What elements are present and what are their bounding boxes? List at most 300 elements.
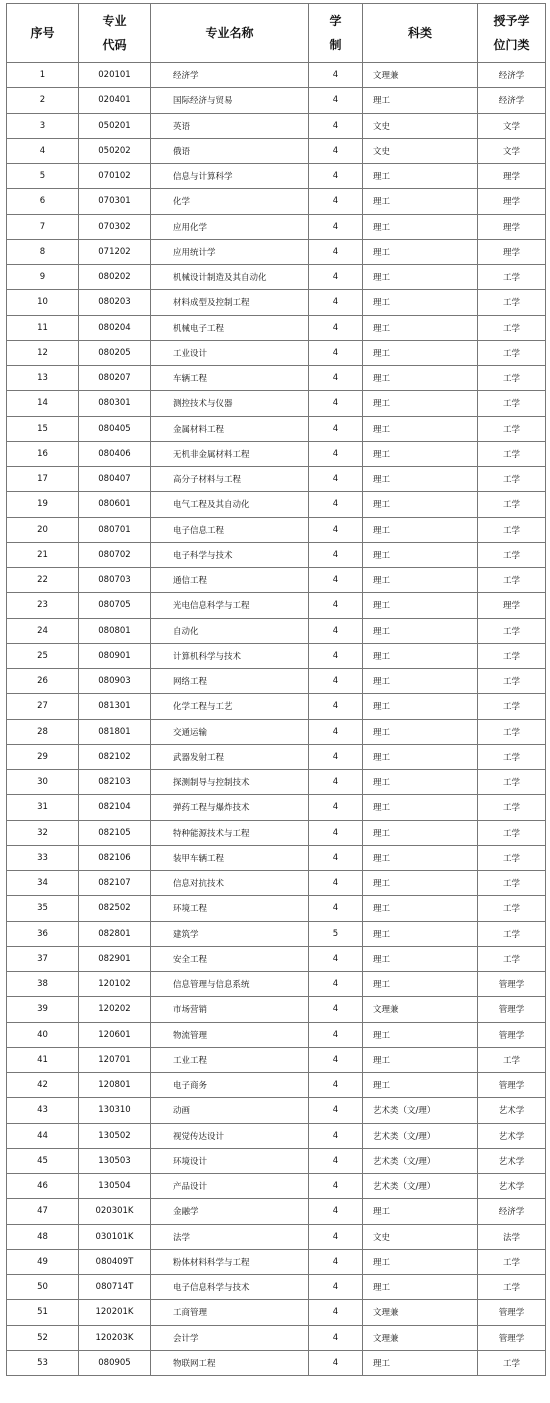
subject-category: 文理兼 <box>363 1325 478 1350</box>
table-row <box>7 845 546 870</box>
study-years: 4 <box>309 1073 363 1098</box>
major-code: 120202 <box>79 997 151 1022</box>
subject-category: 理工 <box>363 593 478 618</box>
table-row <box>7 1249 546 1274</box>
major-code: 080901 <box>79 643 151 668</box>
major-code: 080801 <box>79 618 151 643</box>
subject-category: 理工 <box>363 568 478 593</box>
major-code: 130310 <box>79 1098 151 1123</box>
study-years: 4 <box>309 568 363 593</box>
degree-category: 文学 <box>478 113 546 138</box>
table-row <box>7 1098 546 1123</box>
degree-category: 工学 <box>478 669 546 694</box>
major-name: 探测制导与控制技术 <box>151 770 309 795</box>
major-name: 武器发射工程 <box>151 744 309 769</box>
subject-category: 文史 <box>363 113 478 138</box>
major-code: 080903 <box>79 669 151 694</box>
row-number: 33 <box>7 845 79 870</box>
major-name: 机械电子工程 <box>151 315 309 340</box>
subject-category: 理工 <box>363 871 478 896</box>
study-years: 4 <box>309 744 363 769</box>
major-name: 光电信息科学与工程 <box>151 593 309 618</box>
row-number: 45 <box>7 1148 79 1173</box>
study-years: 4 <box>309 1249 363 1274</box>
major-name: 工业工程 <box>151 1047 309 1072</box>
table-row <box>7 1325 546 1350</box>
row-number: 39 <box>7 997 79 1022</box>
major-name: 电子信息科学与技术 <box>151 1275 309 1300</box>
row-number: 1 <box>7 63 79 88</box>
table-row <box>7 1174 546 1199</box>
table-row <box>7 1047 546 1072</box>
subject-category: 理工 <box>363 542 478 567</box>
major-name: 电子科学与技术 <box>151 542 309 567</box>
major-code: 030101K <box>79 1224 151 1249</box>
major-code: 120601 <box>79 1022 151 1047</box>
subject-category: 理工 <box>363 896 478 921</box>
major-code: 120701 <box>79 1047 151 1072</box>
major-code: 020101 <box>79 63 151 88</box>
major-code: 082502 <box>79 896 151 921</box>
major-code: 082107 <box>79 871 151 896</box>
row-number: 47 <box>7 1199 79 1224</box>
study-years: 4 <box>309 643 363 668</box>
row-number: 43 <box>7 1098 79 1123</box>
major-name: 英语 <box>151 113 309 138</box>
table-row <box>7 972 546 997</box>
degree-category: 工学 <box>478 946 546 971</box>
major-name: 工业设计 <box>151 340 309 365</box>
degree-category: 艺术学 <box>478 1123 546 1148</box>
major-code: 080407 <box>79 467 151 492</box>
major-code: 081301 <box>79 694 151 719</box>
study-years: 4 <box>309 391 363 416</box>
table-row <box>7 568 546 593</box>
major-code: 080705 <box>79 593 151 618</box>
major-name: 环境工程 <box>151 896 309 921</box>
degree-category: 管理学 <box>478 1325 546 1350</box>
study-years: 4 <box>309 896 363 921</box>
study-years: 4 <box>309 315 363 340</box>
header-name: 专业名称 <box>151 4 309 63</box>
row-number: 36 <box>7 921 79 946</box>
major-name: 应用化学 <box>151 214 309 239</box>
subject-category: 理工 <box>363 265 478 290</box>
major-code: 130502 <box>79 1123 151 1148</box>
table-row <box>7 290 546 315</box>
row-number: 41 <box>7 1047 79 1072</box>
table-row <box>7 1224 546 1249</box>
major-name: 特种能源技术与工程 <box>151 820 309 845</box>
subject-category: 理工 <box>363 643 478 668</box>
subject-category: 理工 <box>363 795 478 820</box>
study-years: 4 <box>309 416 363 441</box>
row-number: 3 <box>7 113 79 138</box>
degree-category: 工学 <box>478 618 546 643</box>
row-number: 48 <box>7 1224 79 1249</box>
major-name: 测控技术与仪器 <box>151 391 309 416</box>
row-number: 49 <box>7 1249 79 1274</box>
degree-category: 经济学 <box>478 63 546 88</box>
table-row <box>7 694 546 719</box>
degree-category: 管理学 <box>478 972 546 997</box>
degree-category: 工学 <box>478 467 546 492</box>
study-years: 4 <box>309 795 363 820</box>
study-years: 4 <box>309 719 363 744</box>
subject-category: 理工 <box>363 239 478 264</box>
study-years: 4 <box>309 1325 363 1350</box>
subject-category: 理工 <box>363 315 478 340</box>
major-code: 080405 <box>79 416 151 441</box>
major-code: 080207 <box>79 366 151 391</box>
subject-category: 理工 <box>363 340 478 365</box>
degree-category: 经济学 <box>478 88 546 113</box>
major-code: 082104 <box>79 795 151 820</box>
table-row <box>7 1199 546 1224</box>
subject-category: 理工 <box>363 1249 478 1274</box>
degree-category: 工学 <box>478 744 546 769</box>
subject-category: 理工 <box>363 770 478 795</box>
subject-category: 理工 <box>363 189 478 214</box>
study-years: 4 <box>309 542 363 567</box>
table-row <box>7 315 546 340</box>
table-row <box>7 366 546 391</box>
degree-category: 工学 <box>478 492 546 517</box>
row-number: 7 <box>7 214 79 239</box>
major-code: 082801 <box>79 921 151 946</box>
degree-category: 工学 <box>478 1047 546 1072</box>
study-years: 4 <box>309 845 363 870</box>
major-name: 视觉传达设计 <box>151 1123 309 1148</box>
subject-category: 理工 <box>363 669 478 694</box>
major-name: 电气工程及其自动化 <box>151 492 309 517</box>
study-years: 4 <box>309 820 363 845</box>
row-number: 9 <box>7 265 79 290</box>
row-number: 28 <box>7 719 79 744</box>
study-years: 4 <box>309 340 363 365</box>
subject-category: 理工 <box>363 366 478 391</box>
major-name: 金融学 <box>151 1199 309 1224</box>
study-years: 4 <box>309 290 363 315</box>
major-code: 080406 <box>79 441 151 466</box>
degree-category: 工学 <box>478 416 546 441</box>
degree-category: 工学 <box>478 921 546 946</box>
subject-category: 理工 <box>363 517 478 542</box>
major-code: 080204 <box>79 315 151 340</box>
study-years: 4 <box>309 265 363 290</box>
row-number: 6 <box>7 189 79 214</box>
degree-category: 工学 <box>478 542 546 567</box>
study-years: 4 <box>309 770 363 795</box>
header-code-line2: 代码 <box>102 38 127 52</box>
table-row <box>7 164 546 189</box>
degree-category: 工学 <box>478 820 546 845</box>
degree-category: 工学 <box>478 770 546 795</box>
subject-category: 文理兼 <box>363 997 478 1022</box>
degree-category: 管理学 <box>478 1022 546 1047</box>
subject-category: 理工 <box>363 416 478 441</box>
degree-category: 工学 <box>478 845 546 870</box>
row-number: 46 <box>7 1174 79 1199</box>
degree-category: 经济学 <box>478 1199 546 1224</box>
degree-category: 工学 <box>478 290 546 315</box>
degree-category: 理学 <box>478 189 546 214</box>
subject-category: 理工 <box>363 214 478 239</box>
subject-category: 理工 <box>363 164 478 189</box>
table-row <box>7 88 546 113</box>
subject-category: 理工 <box>363 88 478 113</box>
major-code: 080701 <box>79 517 151 542</box>
row-number: 23 <box>7 593 79 618</box>
degree-category: 工学 <box>478 315 546 340</box>
degree-category: 工学 <box>478 391 546 416</box>
table-row <box>7 1148 546 1173</box>
table-row <box>7 1073 546 1098</box>
major-code: 082901 <box>79 946 151 971</box>
degree-category: 工学 <box>478 265 546 290</box>
major-code: 082105 <box>79 820 151 845</box>
table-header <box>7 4 546 63</box>
table-row <box>7 921 546 946</box>
major-name: 计算机科学与技术 <box>151 643 309 668</box>
major-code: 080702 <box>79 542 151 567</box>
study-years: 4 <box>309 88 363 113</box>
major-name: 网络工程 <box>151 669 309 694</box>
table-row <box>7 1022 546 1047</box>
major-name: 粉体材料科学与工程 <box>151 1249 309 1274</box>
major-name: 自动化 <box>151 618 309 643</box>
study-years: 4 <box>309 1098 363 1123</box>
major-name: 金属材料工程 <box>151 416 309 441</box>
degree-category: 艺术学 <box>478 1174 546 1199</box>
major-code: 082103 <box>79 770 151 795</box>
major-code: 080703 <box>79 568 151 593</box>
row-number: 16 <box>7 441 79 466</box>
table-row <box>7 795 546 820</box>
table-row <box>7 1123 546 1148</box>
table-row <box>7 517 546 542</box>
subject-category: 理工 <box>363 467 478 492</box>
row-number: 14 <box>7 391 79 416</box>
degree-category: 工学 <box>478 719 546 744</box>
table-row <box>7 643 546 668</box>
degree-category: 工学 <box>478 366 546 391</box>
row-number: 5 <box>7 164 79 189</box>
table-row <box>7 896 546 921</box>
degree-category: 艺术学 <box>478 1098 546 1123</box>
study-years: 4 <box>309 1275 363 1300</box>
major-code: 080601 <box>79 492 151 517</box>
degree-category: 理学 <box>478 239 546 264</box>
major-name: 物流管理 <box>151 1022 309 1047</box>
row-number: 12 <box>7 340 79 365</box>
header-row <box>7 4 546 63</box>
degree-category: 工学 <box>478 896 546 921</box>
major-code: 080203 <box>79 290 151 315</box>
major-code: 070302 <box>79 214 151 239</box>
study-years: 4 <box>309 441 363 466</box>
major-name: 弹药工程与爆炸技术 <box>151 795 309 820</box>
table-row <box>7 871 546 896</box>
subject-category: 理工 <box>363 441 478 466</box>
study-years: 4 <box>309 138 363 163</box>
subject-category: 理工 <box>363 391 478 416</box>
row-number: 24 <box>7 618 79 643</box>
major-name: 会计学 <box>151 1325 309 1350</box>
subject-category: 理工 <box>363 820 478 845</box>
subject-category: 文史 <box>363 138 478 163</box>
degree-category: 工学 <box>478 694 546 719</box>
study-years: 4 <box>309 1148 363 1173</box>
major-name: 市场营销 <box>151 997 309 1022</box>
study-years: 4 <box>309 1022 363 1047</box>
row-number: 10 <box>7 290 79 315</box>
subject-category: 理工 <box>363 290 478 315</box>
header-years <box>309 4 363 63</box>
row-number: 8 <box>7 239 79 264</box>
table-row <box>7 239 546 264</box>
study-years: 4 <box>309 618 363 643</box>
row-number: 11 <box>7 315 79 340</box>
degree-category: 管理学 <box>478 997 546 1022</box>
degree-category: 工学 <box>478 1275 546 1300</box>
major-code: 080409T <box>79 1249 151 1274</box>
major-code: 080205 <box>79 340 151 365</box>
table-row <box>7 770 546 795</box>
row-number: 35 <box>7 896 79 921</box>
subject-category: 艺术类（文/理） <box>363 1174 478 1199</box>
majors-table <box>6 3 546 1376</box>
row-number: 38 <box>7 972 79 997</box>
row-number: 21 <box>7 542 79 567</box>
major-code: 050201 <box>79 113 151 138</box>
degree-category: 理学 <box>478 593 546 618</box>
table-row <box>7 946 546 971</box>
row-number: 51 <box>7 1300 79 1325</box>
subject-category: 文理兼 <box>363 1300 478 1325</box>
table-row <box>7 63 546 88</box>
table-row <box>7 1300 546 1325</box>
major-code: 120801 <box>79 1073 151 1098</box>
major-name: 环境设计 <box>151 1148 309 1173</box>
table-row <box>7 441 546 466</box>
study-years: 4 <box>309 113 363 138</box>
study-years: 4 <box>309 1047 363 1072</box>
major-name: 建筑学 <box>151 921 309 946</box>
table-row <box>7 744 546 769</box>
table-row <box>7 138 546 163</box>
degree-category: 工学 <box>478 1249 546 1274</box>
major-code: 120102 <box>79 972 151 997</box>
subject-category: 艺术类（文/理） <box>363 1098 478 1123</box>
major-code: 080202 <box>79 265 151 290</box>
study-years: 5 <box>309 921 363 946</box>
major-code: 020401 <box>79 88 151 113</box>
study-years: 4 <box>309 972 363 997</box>
major-code: 082102 <box>79 744 151 769</box>
study-years: 4 <box>309 1174 363 1199</box>
subject-category: 理工 <box>363 492 478 517</box>
table-row <box>7 1275 546 1300</box>
major-code: 080905 <box>79 1350 151 1375</box>
study-years: 4 <box>309 997 363 1022</box>
subject-category: 理工 <box>363 1350 478 1375</box>
major-code: 130504 <box>79 1174 151 1199</box>
major-name: 材料成型及控制工程 <box>151 290 309 315</box>
subject-category: 文史 <box>363 1224 478 1249</box>
table-row <box>7 997 546 1022</box>
degree-category: 管理学 <box>478 1073 546 1098</box>
row-number: 52 <box>7 1325 79 1350</box>
row-number: 4 <box>7 138 79 163</box>
major-name: 俄语 <box>151 138 309 163</box>
major-code: 050202 <box>79 138 151 163</box>
degree-category: 文学 <box>478 138 546 163</box>
degree-category: 工学 <box>478 643 546 668</box>
major-name: 安全工程 <box>151 946 309 971</box>
row-number: 26 <box>7 669 79 694</box>
major-name: 信息对抗技术 <box>151 871 309 896</box>
major-name: 交通运输 <box>151 719 309 744</box>
subject-category: 理工 <box>363 719 478 744</box>
major-code: 080714T <box>79 1275 151 1300</box>
study-years: 4 <box>309 669 363 694</box>
row-number: 13 <box>7 366 79 391</box>
study-years: 4 <box>309 694 363 719</box>
study-years: 4 <box>309 366 363 391</box>
major-name: 动画 <box>151 1098 309 1123</box>
table-row <box>7 593 546 618</box>
study-years: 4 <box>309 517 363 542</box>
subject-category: 理工 <box>363 845 478 870</box>
table-row <box>7 492 546 517</box>
major-name: 车辆工程 <box>151 366 309 391</box>
row-number: 30 <box>7 770 79 795</box>
major-code: 020301K <box>79 1199 151 1224</box>
row-number: 19 <box>7 492 79 517</box>
major-code: 070301 <box>79 189 151 214</box>
subject-category: 艺术类（文/理） <box>363 1148 478 1173</box>
row-number: 22 <box>7 568 79 593</box>
study-years: 4 <box>309 871 363 896</box>
subject-category: 理工 <box>363 1275 478 1300</box>
row-number: 29 <box>7 744 79 769</box>
study-years: 4 <box>309 1199 363 1224</box>
study-years: 4 <box>309 239 363 264</box>
row-number: 40 <box>7 1022 79 1047</box>
major-code: 082106 <box>79 845 151 870</box>
subject-category: 理工 <box>363 921 478 946</box>
major-name: 法学 <box>151 1224 309 1249</box>
study-years: 4 <box>309 1224 363 1249</box>
major-code: 081801 <box>79 719 151 744</box>
table-row <box>7 820 546 845</box>
study-years: 4 <box>309 467 363 492</box>
major-name: 应用统计学 <box>151 239 309 264</box>
subject-category: 艺术类（文/理） <box>363 1123 478 1148</box>
study-years: 4 <box>309 189 363 214</box>
row-number: 50 <box>7 1275 79 1300</box>
major-name: 工商管理 <box>151 1300 309 1325</box>
study-years: 4 <box>309 164 363 189</box>
major-code: 071202 <box>79 239 151 264</box>
study-years: 4 <box>309 946 363 971</box>
degree-category: 工学 <box>478 871 546 896</box>
table-row <box>7 340 546 365</box>
degree-category: 工学 <box>478 795 546 820</box>
row-number: 42 <box>7 1073 79 1098</box>
table-row <box>7 265 546 290</box>
